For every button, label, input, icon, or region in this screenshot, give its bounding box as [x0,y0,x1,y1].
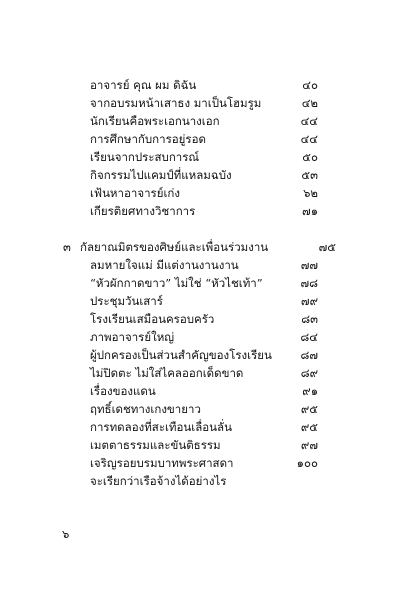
toc-entry-title: ไม่ปิดตะ ไม่ใส่ไคลออกเด็ดขาด [90,366,244,380]
toc-entry [90,130,318,148]
toc-entry [90,472,318,490]
toc-entry-page: ๔๔ [300,132,318,146]
toc-entry [90,454,318,472]
toc-entry-page: ๗๗ [300,258,318,272]
toc-entry [90,274,318,292]
toc-entry-title: นักเรียนคือพระเอกนางเอก [90,114,220,128]
toc-entry-page: ๙๑ [302,384,318,398]
toc-entry [90,346,318,364]
toc-entry-page: ๙๗ [300,438,318,452]
toc-entry-title: จากอบรมหน้าเสาธง มาเป็นโฮมรูม [90,96,262,110]
toc-entry-page: ๙๕ [300,420,318,434]
toc-entry [90,400,318,418]
toc-entry [90,418,318,436]
toc-entry [90,256,318,274]
toc-entry-page: ๘๙ [300,366,318,380]
toc-entry [90,76,318,94]
chapter-title: กัลยาณมิตรของศิษย์และเพื่อนร่วมงาน [80,240,269,254]
toc-entry-page: ๖๒ [303,186,318,200]
toc-entry-title: ลมหายใจแม่ มีแต่งานงานงาน [90,258,239,272]
toc-entry-title: เรียนจากประสบการณ์ [90,150,200,164]
toc-entry-title: เฟ้นหาอาจารย์เก่ง [90,186,180,200]
toc-entry-title: “หัวผักกาดขาว” ไม่ใช่ “หัวไชเท้า” [90,276,263,290]
toc-entry-page: ๔๔ [300,114,318,128]
toc-entry [90,364,318,382]
chapter-page: ๗๕ [318,240,336,254]
toc-entry-title: ประชุมวันเสาร์ [90,294,163,308]
chapter-heading [63,238,336,256]
toc-entry-page: ๙๕ [300,402,318,416]
toc-entry-page: ๘๗ [300,348,318,362]
toc-entry-page: ๑๐๐ [296,456,318,470]
toc-entry-page: ๗๑ [302,204,318,218]
toc-entry-page: ๔๒ [301,96,318,110]
toc-entry [90,202,318,220]
toc-entry-page: ๗๘ [300,276,318,290]
toc-entry-title: ภาพอาจารย์ใหญ่ [90,330,175,344]
toc-entry [90,310,318,328]
toc-entry [90,148,318,166]
toc-entry-title: เจริญรอยบรมบาทพระศาสดา [90,456,234,470]
toc-entry [90,166,318,184]
toc-entry-title: จะเรียกว่าเรือจ้างได้อย่างไร [90,474,227,488]
toc-entry [90,94,318,112]
toc-entry-title: ผู้ปกครองเป็นส่วนสำคัญของโรงเรียน [90,348,272,362]
toc-entry [90,112,318,130]
toc-entry-page: ๗๙ [300,294,318,308]
toc-entry-title: เกียรติยศทางวิชาการ [90,204,196,218]
toc-entry-title: อาจารย์ คุณ ผม ดิฉัน [90,78,197,92]
toc-entry-title: การทดลองที่สะเทือนเลื่อนลั่น [90,420,232,434]
toc-entry-title: เรื่องของแดน [90,384,156,398]
toc-entry-title: การศึกษากับการอยู่รอด [90,132,206,146]
toc-entry-page: ๔๐ [302,78,318,92]
toc-entry [90,328,318,346]
toc-entry-page: ๘๓ [301,312,318,326]
toc-entry [90,382,318,400]
chapter-number: ๓ [63,240,71,254]
toc-entry [90,292,318,310]
toc-entry-page: ๕๓ [301,168,318,182]
toc-entry-page: ๘๔ [300,330,318,344]
toc-entry [90,436,318,454]
toc-entry [90,184,318,202]
toc-entry-page: ๕๐ [302,150,318,164]
toc-entry-title: ฤทธิ์เดชทางเกงขายาว [90,402,201,416]
toc-entry-title: กิจกรรมไปแคมป์ที่แหลมฉบัง [90,168,232,182]
toc-entry-title: โรงเรียนเสมือนครอบครัว [90,312,215,326]
page-number: ๖ [62,527,70,541]
toc-entry-title: เมตตาธรรมและขันติธรรม [90,438,221,452]
